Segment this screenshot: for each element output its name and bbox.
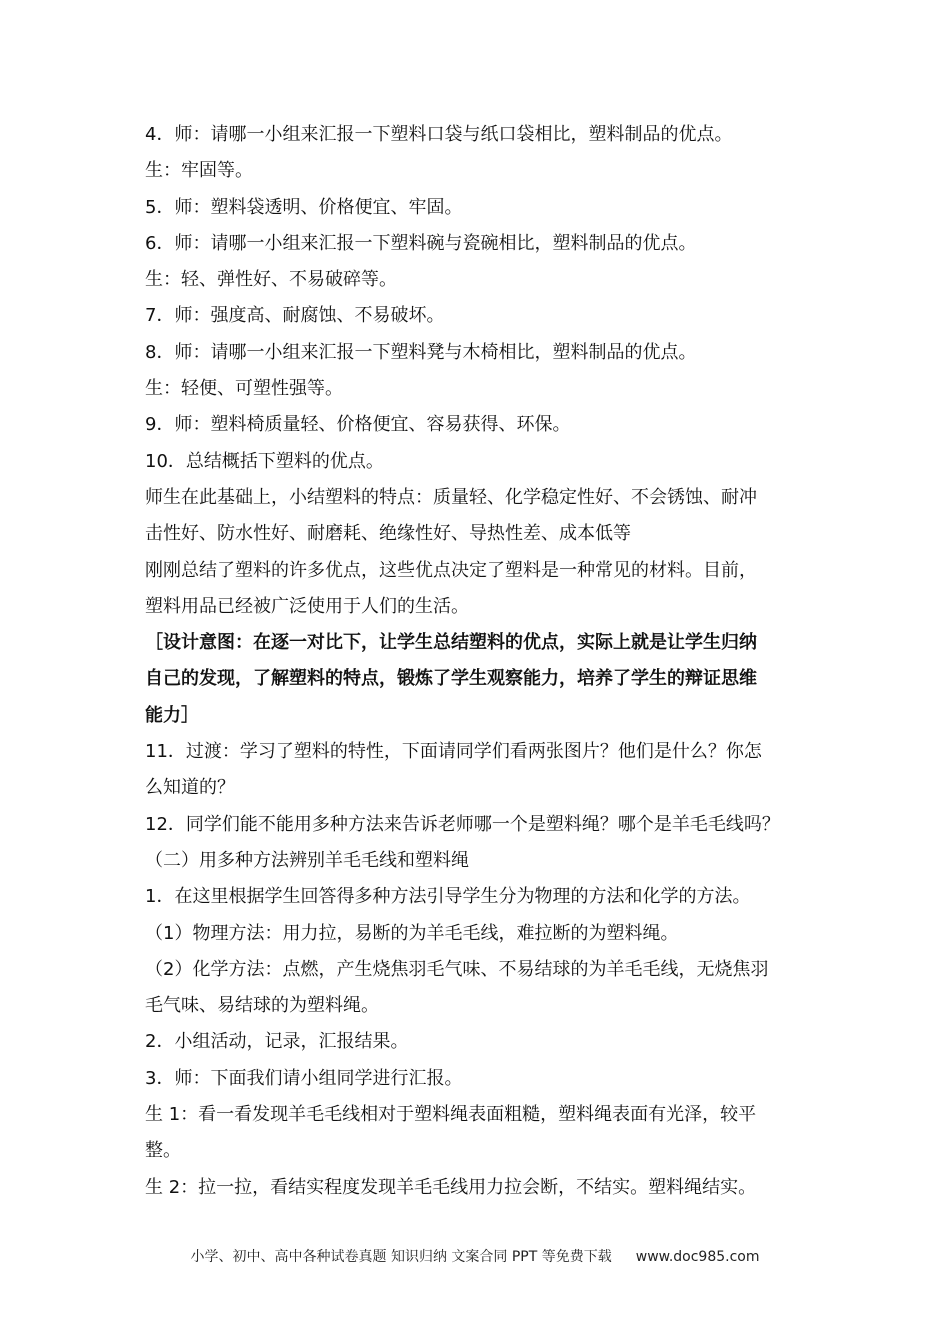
text-line: 6．师：请哪一小组来汇报一下塑料碗与瓷碗相比，塑料制品的优点。 (145, 232, 697, 254)
text-line: 塑料用品已经被广泛使用于人们的生活。 (145, 595, 469, 617)
text-line: 击性好、防水性好、耐磨耗、绝缘性好、导热性差、成本低等 (145, 523, 631, 545)
design-intent-line: ［设计意图：在逐一对比下，让学生总结塑料的优点，实际上就是让学生归纳 (145, 632, 757, 654)
document-body (145, 117, 810, 1206)
text-line: 9．师：塑料椅质量轻、价格便宜、容易获得、环保。 (145, 414, 571, 436)
text-line: 8．师：请哪一小组来汇报一下塑料凳与木椅相比，塑料制品的优点。 (145, 341, 697, 363)
text-line: 1．在这里根据学生回答得多种方法引导学生分为物理的方法和化学的方法。 (145, 886, 751, 908)
text-line: 生 1：看一看发现羊毛毛线相对于塑料绳表面粗糙，塑料绳表面有光泽，较平 (145, 1104, 757, 1126)
text-line: 5．师：塑料袋透明、价格便宜、牢固。 (145, 196, 463, 218)
text-line: 整。 (145, 1140, 181, 1162)
text-line: （2）化学方法：点燃，产生烧焦羽毛气味、不易结球的为羊毛毛线，无烧焦羽 (145, 958, 769, 980)
design-intent-line: 能力］ (145, 704, 199, 726)
text-line: 么知道的？ (145, 777, 235, 799)
text-line: 生 2：拉一拉，看结实程度发现羊毛毛线用力拉会断，不结实。塑料绳结实。 (145, 1176, 757, 1198)
text-line: （二）用多种方法辨别羊毛毛线和塑料绳 (145, 849, 469, 871)
page-footer (0, 1246, 950, 1266)
text-line: 毛气味、易结球的为塑料绳。 (145, 995, 379, 1017)
text-line: 12．同学们能不能用多种方法来告诉老师哪一个是塑料绳？哪个是羊毛毛线吗？ (145, 813, 780, 835)
footer-url: www.doc985.com (635, 1249, 760, 1265)
text-line: 师生在此基础上，小结塑料的特点：质量轻、化学稳定性好、不会锈蚀、耐冲 (145, 486, 757, 508)
text-line: 3．师：下面我们请小组同学进行汇报。 (145, 1067, 463, 1089)
text-line: 10．总结概括下塑料的优点。 (145, 450, 384, 472)
text-line: 生：轻、弹性好、不易破碎等。 (145, 269, 397, 291)
text-line: 11．过渡：学习了塑料的特性，下面请同学们看两张图片？他们是什么？你怎 (145, 741, 762, 763)
text-line: （1）物理方法：用力拉，易断的为羊毛毛线，难拉断的为塑料绳。 (145, 922, 679, 944)
text-line: 2．小组活动，记录，汇报结果。 (145, 1031, 409, 1053)
footer-text: 小学、初中、高中各种试卷真题 知识归纳 文案合同 PPT 等免费下载 (190, 1249, 612, 1265)
text-line: 7．师：强度高、耐腐蚀、不易破坏。 (145, 305, 445, 327)
text-line: 刚刚总结了塑料的许多优点，这些优点决定了塑料是一种常见的材料。目前， (145, 559, 757, 581)
text-line: 生：牢固等。 (145, 160, 253, 182)
design-intent-line: 自己的发现，了解塑料的特点，锻炼了学生观察能力，培养了学生的辩证思维 (145, 668, 757, 690)
text-line: 生：轻便、可塑性强等。 (145, 378, 343, 400)
text-line: 4．师：请哪一小组来汇报一下塑料口袋与纸口袋相比，塑料制品的优点。 (145, 124, 733, 145)
